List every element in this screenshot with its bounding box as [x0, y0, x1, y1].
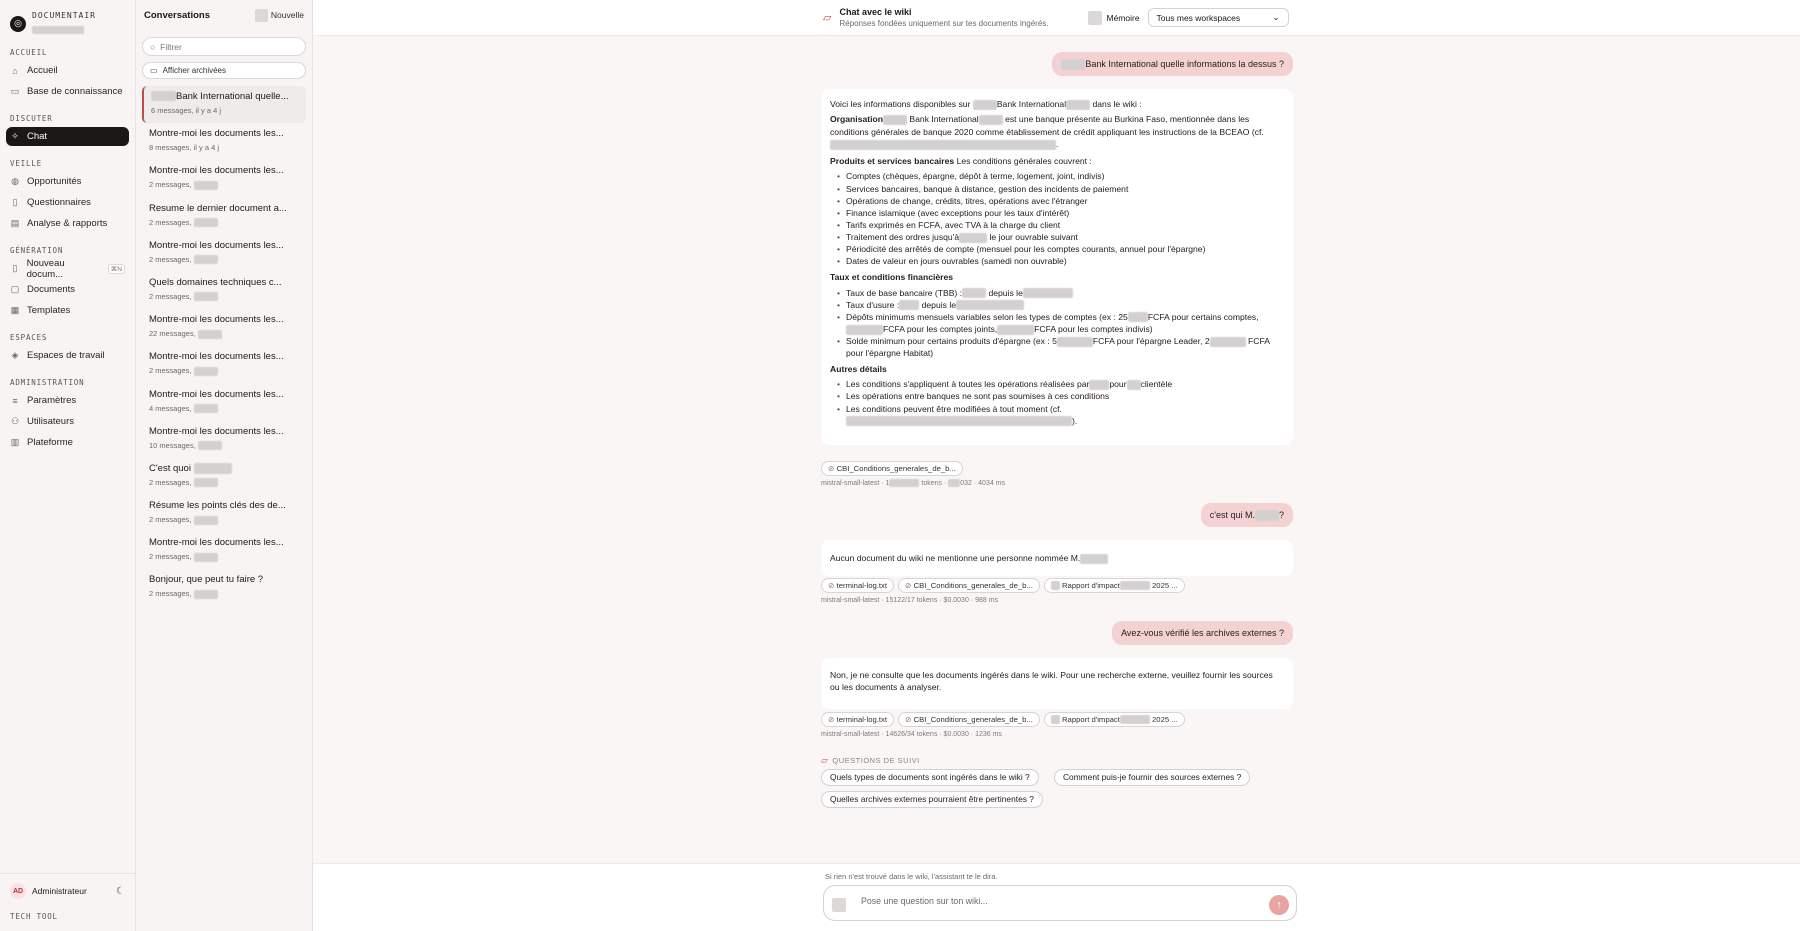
sidebar-item-users[interactable]: [6, 412, 129, 431]
sidebar-item-questionnaires[interactable]: [6, 193, 129, 212]
conversation-title: Quels domaines techniques c...: [149, 276, 282, 288]
answer-text: Bank International: [909, 114, 979, 125]
answer-text: Aucun document du wiki ne mentionne une personne nommée M.: [830, 553, 1081, 563]
answer-text: est une banque présente au Burkina Faso, mentionnée dans les conditions générales de banque 2020 comme établissement de crédit appliquant les instructions de la BCEAO (cf.: [830, 114, 1264, 137]
source-chip-label: CBI_Conditions_generales_de_b...: [913, 715, 1033, 724]
source-chip-label: CBI_Conditions_generales_de_b...: [913, 581, 1033, 590]
conversation-item[interactable]: [142, 532, 306, 569]
followup-question[interactable]: Quels types de documents sont ingérés dans le wiki ?: [821, 769, 1039, 786]
sidebar-item-settings[interactable]: [6, 391, 129, 410]
answer-text: dans le wiki :: [1092, 99, 1142, 109]
answer-list-item: • Comptes (chèques, épargne, dépôt à terme, logement, joint, indivis): [840, 170, 1284, 182]
sidebar-item-documents[interactable]: [6, 280, 129, 299]
section-label: GÉNÉRATION: [10, 246, 64, 255]
section-label: ESPACES: [10, 333, 48, 342]
users-icon: ⚇: [10, 416, 20, 426]
source-chip-label: Rapport d'impact: [1062, 581, 1120, 590]
answer-text: Traitement des ordres jusqu'à: [846, 231, 960, 242]
chevron-down-icon: ⌄: [1272, 12, 1280, 22]
sidebar-item-label: Espaces de travail: [27, 350, 105, 361]
answer-list-item: [840, 378, 1284, 390]
answer-text: le jour ouvrable suivant: [989, 231, 1078, 242]
assistant-message: [821, 540, 1293, 576]
new-conversation-button[interactable]: [255, 9, 304, 22]
conversation-meta: 2 messages,: [149, 180, 192, 190]
conversation-item[interactable]: [142, 198, 306, 235]
sidebar-item-label: Paramètres: [27, 395, 77, 406]
sidebar-item-label: Accueil: [27, 65, 58, 76]
source-chip[interactable]: [1044, 578, 1185, 593]
user-message-text: Avez-vous vérifié les archives externes ?: [1121, 628, 1284, 638]
source-chip[interactable]: [1044, 712, 1185, 727]
conversation-title: Montre-moi les documents les...: [149, 537, 284, 549]
answer-text: FCFA pour les comptes indivis): [1034, 323, 1153, 334]
answer-heading: Organisation: [830, 114, 884, 125]
user-message: [1201, 503, 1293, 527]
user-message-text: Bank International quelle informations la dessus ?: [1085, 59, 1284, 69]
conversation-item[interactable]: [142, 272, 306, 309]
brand-subtitle-redacted: [32, 26, 84, 34]
conversation-meta: 2 messages,: [149, 291, 192, 301]
source-chip[interactable]: [898, 578, 1040, 593]
sidebar-item-label: Chat: [27, 131, 48, 142]
workspace-select[interactable]: [1148, 8, 1289, 27]
answer-list-item: • Finance islamique (avec exceptions pour les taux d'intérêt): [840, 207, 1284, 219]
answer-list-item: • Services bancaires, banque à distance, gestion des incidents de paiement: [840, 183, 1284, 195]
sidebar-item-accueil[interactable]: [6, 61, 129, 80]
chat-header: [313, 0, 1800, 36]
user-message: [1052, 52, 1293, 76]
sidebar-item-label: Base de connaissance: [27, 86, 123, 97]
section-label: ACCUEIL: [10, 48, 48, 57]
source-chips: [821, 712, 1185, 727]
answer-list-item: • Périodicité des arrêtés de compte (mensuel pour les comptes courants, annuel pour l'épargne): [840, 243, 1284, 255]
answer-list-item: [840, 299, 1284, 311]
answer-list: [830, 378, 1284, 426]
conversation-meta: 10 messages,: [149, 440, 196, 450]
doc-icon: ▢: [10, 284, 20, 294]
sliders-icon: ≡: [12, 395, 18, 406]
followups-label-text: QUESTIONS DE SUIVI: [832, 756, 920, 765]
message-meta: [821, 479, 1005, 487]
filter-input[interactable]: [142, 37, 306, 56]
server-icon: ▥: [10, 437, 20, 447]
meta-text: tokens ·: [921, 479, 947, 487]
answer-text: Taux d'usure :: [846, 299, 900, 310]
conversation-title: C'est quoi: [149, 462, 191, 474]
conversation-item[interactable]: [142, 235, 306, 272]
conversation-meta: 2 messages,: [149, 254, 192, 264]
conversation-meta: 6 messages, il y a 4 j: [151, 106, 222, 115]
source-chip-label: terminal-log.txt: [836, 581, 888, 590]
conversation-title: Montre-moi les documents les...: [149, 239, 284, 251]
answer-text: Voici les informations disponibles sur: [830, 99, 971, 109]
conversation-title: Montre-moi les documents les...: [149, 165, 284, 177]
answer-text: pour: [1109, 379, 1127, 390]
conversation-title: Résume les points clés des de...: [149, 500, 286, 512]
layers-icon: ◈: [11, 350, 19, 360]
attachment-icon: ⊘: [905, 715, 912, 724]
followup-question[interactable]: Comment puis-je fournir des sources externes ?: [1054, 769, 1250, 786]
conversation-meta: 22 messages,: [149, 329, 196, 339]
question-bubble-icon: ▱: [821, 755, 829, 765]
source-chips: [821, 461, 963, 476]
sidebar-item-workspaces[interactable]: [6, 346, 129, 365]
source-chip-label: terminal-log.txt: [836, 715, 888, 724]
conversation-meta: 2 messages,: [149, 366, 192, 376]
answer-heading: Taux et conditions financières: [830, 272, 954, 283]
answer-list-item: • Les conditions peuvent être modifiées à tout moment (cf. ).: [840, 403, 1284, 427]
conversation-item[interactable]: [142, 458, 306, 495]
conversation-item[interactable]: [142, 569, 306, 606]
answer-text: Bank International: [996, 99, 1067, 109]
sidebar-item-label: Documents: [27, 284, 76, 295]
conversation-item[interactable]: [142, 86, 306, 123]
conversation-title: Montre-moi les documents les...: [149, 388, 284, 400]
section-label: DISCUTER: [10, 114, 53, 123]
answer-heading: Produits et services bancaires: [830, 156, 955, 167]
question-input[interactable]: Pose une question sur ton wiki...: [861, 896, 988, 906]
composer-hint: Si rien n'est trouvé dans le wiki, l'assistant te le dira.: [825, 872, 998, 881]
source-chip-label: Rapport d'impact: [1062, 715, 1120, 724]
arrow-up-icon: ↑: [1276, 899, 1282, 911]
avatar: AD: [10, 883, 26, 899]
source-chip-label: 2025 ...: [1152, 715, 1178, 724]
conversation-title: Montre-moi les documents les...: [149, 351, 284, 363]
answer-list-item: [840, 311, 1284, 335]
conversation-title: Resume le dernier document a...: [149, 202, 287, 214]
section-label: VEILLE: [10, 159, 42, 168]
brand-name: DOCUMENTAIR: [32, 10, 96, 20]
filter-placeholder: Filtrer: [160, 41, 182, 52]
send-button[interactable]: [1269, 895, 1289, 915]
message-meta: mistral-small-latest · 15122/17 tokens · $0.0030 · 988 ms: [821, 597, 999, 604]
sparkle-icon: ✧: [11, 131, 19, 141]
sidebar-item-platform[interactable]: [6, 433, 129, 452]
sidebar-item-label: Nouveau docum...: [26, 257, 65, 280]
brand[interactable]: [0, 0, 135, 36]
meta-text: mistral-small-latest · 1: [821, 479, 890, 487]
chart-icon: ▤: [10, 218, 20, 228]
source-chips: [821, 578, 1185, 593]
source-chip-label: CBI_Conditions_generales_de_b...: [836, 464, 956, 473]
sidebar-footer: [0, 873, 135, 931]
answer-text: Les conditions générales couvrent :: [956, 156, 1092, 167]
book-icon: ▭: [10, 86, 20, 96]
conversation-title: Montre-moi les documents les...: [149, 314, 284, 326]
source-chip[interactable]: [898, 712, 1040, 727]
message-meta: mistral-small-latest · 14626/34 tokens · $0.0030 · 1236 ms: [821, 731, 1002, 738]
conversation-item[interactable]: [142, 123, 306, 160]
answer-list-item: [840, 335, 1284, 359]
answer-text: Non, je ne consulte que les documents ingérés dans le wiki. Pour une recherche externe, veuillez fournir les sources ou les documents à analyser.: [830, 670, 1273, 693]
answer-text: FCFA pour certains comptes,: [1147, 311, 1259, 322]
conversation-meta: 2 messages,: [149, 589, 192, 599]
conversation-item[interactable]: [142, 346, 306, 383]
conversations-panel: [136, 0, 313, 931]
attachment-icon: ⊘: [828, 581, 835, 590]
file-icon: ▯: [12, 197, 18, 207]
answer-text: Solde minimum pour certains produits d'épargne (ex : 5: [846, 335, 1057, 346]
answer-list: [830, 170, 1284, 267]
user-message: [1112, 621, 1293, 645]
answer-list-item: • Tarifs exprimés en FCFA, avec TVA à la charge du client: [840, 219, 1284, 231]
sidebar-item-opportunities[interactable]: [6, 172, 129, 191]
logo-icon: ◎: [10, 16, 26, 32]
chat-title: Chat avec le wiki: [839, 7, 912, 17]
source-chip[interactable]: [821, 578, 894, 593]
sidebar-item-label: Templates: [27, 305, 71, 316]
conversation-item[interactable]: [142, 160, 306, 197]
template-icon: ▦: [10, 305, 20, 315]
conversation-meta: 4 messages,: [149, 403, 192, 413]
source-chip[interactable]: [821, 712, 894, 727]
answer-text: depuis le: [921, 299, 957, 310]
composer-area: [313, 863, 1800, 931]
sidebar-item-label: Utilisateurs: [27, 416, 74, 427]
followups-label: [821, 755, 920, 766]
user-message-text: ?: [1278, 510, 1284, 520]
conversation-item[interactable]: [142, 495, 306, 532]
memory-checkbox[interactable]: [1088, 11, 1102, 25]
user-menu[interactable]: [0, 874, 135, 908]
search-icon: ○: [150, 41, 156, 52]
answer-text: Dépôts minimums mensuels variables selon les types de comptes (ex : 25: [846, 311, 1128, 322]
doc-plus-icon: ▯: [12, 263, 18, 273]
answer-text: clientèle: [1140, 379, 1173, 390]
conversations-title: Conversations: [144, 9, 210, 21]
source-chip[interactable]: [821, 461, 963, 476]
conversation-list: [142, 86, 306, 607]
chat-subtitle: Réponses fondées uniquement sur tes documents ingérés.: [839, 19, 1049, 28]
answer-text: Les conditions s'appliquent à toutes les opérations réalisées par: [846, 379, 1090, 390]
sidebar-item-label: Analyse & rapports: [27, 218, 108, 229]
memory-toggle[interactable]: [1088, 11, 1139, 25]
conversation-meta: 8 messages, il y a 4 j: [149, 143, 220, 153]
assistant-message: Voici les informations disponibles sur Bank International dans le wiki : Organisation Bank International est une banque présente au Burkina Faso, mentionnée dans les conditions générales de banque 2020 comme établissement de crédit appliquant les instructions de la BCEAO (cf.. Produits et services bancaires Les conditions générales couvrent : • Comptes (chèques, épargne, dépôt à terme, logement, joint, indivis) • Services bancaires, banque à distance, gestion des incidents de paiement • Opérations de change, crédits, titres, opérations avec l'étranger • Finance islamique (avec exceptions pour les taux d'intérêt) • Tarifs exprimés en FCFA, avec TVA à la charge du client • Traitement des ordres jusqu'à le jour ouvrable suivant • Périodicité des arrêtés de compte (mensuel pour les comptes courants, annuel pour l'épargne) • Dates de valeur en jours ouvrables (samedi non ouvrable) Taux et conditions financières • Taux de base bancaire (TBB) : depuis le • Taux d'usure : depuis le • Dépôts minimums mensuels variables selon les types de comptes (ex : 25 FCFA pour certains comptes,FCFA pour les comptes joints, FCFA pour les comptes indivis) • Solde minimum pour certains produits d'épargne (ex : 5 FCFA pour l'épargne Leader, 2 FCFA pour l'épargne Habitat) Autres détails • Les conditions s'appliquent à toutes les opérations réalisées par pour clientèle • Les opérations entre banques ne sont pas soumises à ces conditions • Les conditions peuvent être modifiées à tout moment (cf. ).: [821, 89, 1293, 445]
conversation-title: Montre-moi les documents les...: [149, 425, 284, 437]
globe-icon: ◍: [11, 176, 19, 186]
moon-icon[interactable]: ☾: [116, 885, 125, 897]
conversation-title: Bank International quelle...: [176, 91, 289, 102]
conversation-meta: 2 messages,: [149, 515, 192, 525]
answer-list-item: • Les opérations entre banques ne sont pas soumises à ces conditions: [840, 390, 1284, 402]
sidebar-item-label: Plateforme: [27, 437, 73, 448]
footer-label: TECH TOOL: [10, 912, 58, 921]
user-message-text: c'est qui M.: [1209, 510, 1255, 520]
sidebar-item-analysis[interactable]: [6, 214, 129, 233]
answer-list-item: [840, 287, 1284, 299]
answer-text: Les conditions peuvent être modifiées à tout moment (cf.: [846, 403, 1062, 414]
conversation-meta: 2 messages,: [149, 477, 192, 487]
answer-text: FCFA pour les comptes joints,: [883, 323, 998, 334]
user-name: Administrateur: [32, 886, 87, 896]
plus-icon: [255, 9, 268, 22]
answer-text: FCFA pour l'épargne Habitat): [846, 335, 1270, 358]
memory-label: Mémoire: [1106, 12, 1140, 23]
chat-bubble-icon: ▱: [823, 12, 832, 24]
attachment-icon: ⊘: [828, 715, 835, 724]
sidebar-item-knowledge-base[interactable]: [6, 82, 129, 101]
sidebar-item-templates[interactable]: [6, 301, 129, 320]
chat-main: [313, 0, 1800, 931]
workspace-select-value: Tous mes workspaces: [1156, 12, 1241, 23]
answer-list-item: • Opérations de change, crédits, titres, opérations avec l'étranger: [840, 195, 1284, 207]
answer-heading: Autres détails: [830, 364, 887, 375]
assistant-message: [821, 658, 1293, 709]
composer[interactable]: [823, 885, 1297, 921]
attachment-icon: ⊘: [905, 581, 912, 590]
show-archived-button[interactable]: [142, 62, 306, 79]
attach-icon[interactable]: [832, 898, 846, 912]
answer-list: [830, 287, 1284, 360]
answer-text: depuis le: [988, 287, 1023, 298]
answer-text: FCFA pour l'épargne Leader, 2: [1092, 335, 1210, 346]
attachment-icon: ⊘: [828, 464, 835, 473]
followup-question[interactable]: Quelles archives externes pourraient être pertinentes ?: [821, 791, 1043, 808]
conversation-title: Montre-moi les documents les...: [149, 128, 284, 140]
conversation-item[interactable]: [142, 309, 306, 346]
new-conversation-label: Nouvelle: [270, 10, 304, 20]
shortcut-badge: ⌘N: [108, 264, 125, 274]
home-icon: ⌂: [12, 65, 18, 76]
sidebar-item-label: Opportunités: [27, 176, 82, 187]
sidebar-item-chat[interactable]: [6, 127, 129, 146]
show-archived-label: Afficher archivées: [162, 66, 226, 75]
sidebar-item-label: Questionnaires: [27, 197, 91, 208]
conversation-item[interactable]: [142, 384, 306, 421]
meta-text: 032 · 4034 ms: [960, 479, 1006, 487]
conversation-meta: 2 messages,: [149, 552, 192, 562]
answer-text: Taux de base bancaire (TBB) :: [846, 287, 963, 298]
section-label: ADMINISTRATION: [10, 378, 85, 387]
answer-list-item: [840, 231, 1284, 243]
sidebar: [0, 0, 136, 931]
answer-list-item: • Dates de valeur en jours ouvrables (samedi non ouvrable): [840, 255, 1284, 267]
archive-icon: ▭: [150, 66, 158, 75]
source-chip-label: 2025 ...: [1152, 581, 1178, 590]
conversation-title: Bonjour, que peut tu faire ?: [149, 574, 264, 586]
sidebar-item-new-document[interactable]: [6, 259, 129, 278]
conversation-item[interactable]: [142, 421, 306, 458]
conversation-meta: 2 messages,: [149, 217, 192, 227]
